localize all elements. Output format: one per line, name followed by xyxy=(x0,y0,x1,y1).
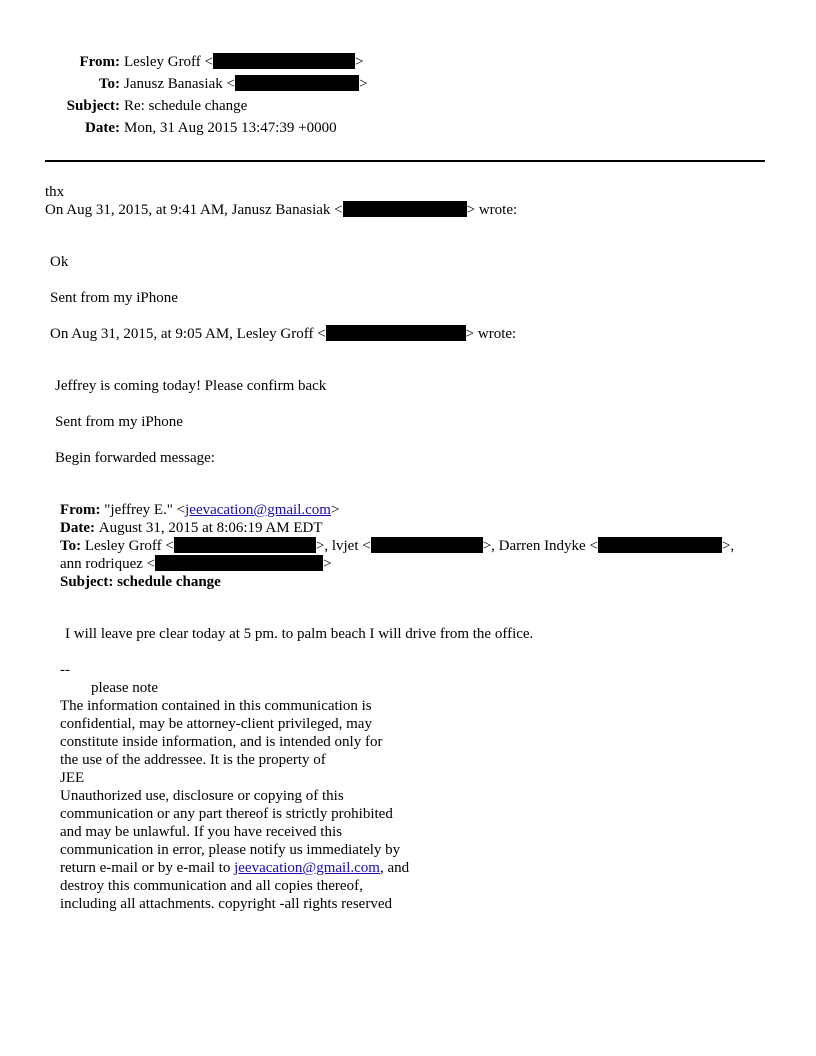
forwarded-subject-value: schedule change xyxy=(117,574,221,590)
header-date-label: Date: xyxy=(85,120,120,136)
header-to-name: Janusz Banasiak xyxy=(124,76,223,92)
quote-intro-suffix: > wrote: xyxy=(465,326,517,342)
forwarded-to-recipient: >, lvjet < xyxy=(315,538,371,554)
disclaimer-line: Unauthorized use, disclosure or copying of this xyxy=(60,788,344,804)
forwarded-to-recipient: ann rodriquez < xyxy=(60,556,156,572)
quote-intro-suffix: > wrote: xyxy=(466,202,518,218)
signature-dashes: -- xyxy=(60,662,70,678)
disclaimer-line: constitute inside information, and is intended only for xyxy=(60,734,383,750)
forwarded-to xyxy=(60,537,734,555)
disclaimer-line: communication in error, please notify us immediately by xyxy=(60,842,401,858)
forwarded-to-separator: >, xyxy=(721,538,735,554)
forwarded-subject-label: Subject: xyxy=(60,574,114,590)
level2-forwarded-label: Begin forwarded message: xyxy=(55,450,215,466)
quote-intro-text: On Aug 31, 2015, at 9:41 AM, Janusz Banasiak < xyxy=(45,202,343,218)
disclaimer-line: confidential, may be attorney-client privileged, may xyxy=(60,716,372,732)
disclaimer-line: and may be unlawful. If you have received this xyxy=(60,824,342,840)
reply-body: thx xyxy=(45,184,65,200)
forwarded-from-label: From: xyxy=(60,502,101,518)
level1-sent-from: Sent from my iPhone xyxy=(50,290,178,306)
disclaimer-line-text: return e-mail or by e-mail to xyxy=(60,860,235,876)
forwarded-to-recipient: Lesley Groff < xyxy=(84,538,174,554)
disclaimer-line: including all attachments. copyright -all rights reserved xyxy=(60,896,392,912)
redaction-block xyxy=(371,537,483,553)
redaction-block xyxy=(213,53,355,69)
forwarded-to-label: To: xyxy=(60,538,82,554)
redaction-block xyxy=(598,537,722,553)
header-date-value: Mon, 31 Aug 2015 13:47:39 +0000 xyxy=(124,120,337,136)
redaction-block xyxy=(343,201,467,217)
disclaimer-line: The information contained in this communication is xyxy=(60,698,372,714)
forwarded-to-continued xyxy=(60,555,332,573)
forwarded-from-email-link[interactable]: jeevacation@gmail.com xyxy=(185,502,331,518)
forwarded-to-recipient: >, Darren Indyke < xyxy=(482,538,598,554)
level1-ok: Ok xyxy=(50,254,69,270)
header-subject-label: Subject: xyxy=(66,98,120,114)
quote-intro-text: On Aug 31, 2015, at 9:05 AM, Lesley Groff < xyxy=(50,326,326,342)
redaction-block xyxy=(326,325,466,341)
disclaimer-email-line xyxy=(60,859,409,877)
forwarded-to-close: > xyxy=(323,556,332,572)
header-subject-value: Re: schedule change xyxy=(124,98,248,114)
redaction-block xyxy=(174,537,316,553)
disclaimer-email-link[interactable]: jeevacation@gmail.com xyxy=(234,860,380,876)
reply-quote-intro xyxy=(45,201,517,219)
level2-sent-from: Sent from my iPhone xyxy=(55,414,183,430)
disclaimer-line: communication or any part thereof is strictly prohibited xyxy=(60,806,393,822)
header-to-label: To: xyxy=(98,76,120,92)
forwarded-body: I will leave pre clear today at 5 pm. to palm beach I will drive from the office. xyxy=(65,626,534,642)
forwarded-date-value: August 31, 2015 at 8:06:19 AM EDT xyxy=(98,520,323,536)
header-from-name: Lesley Groff xyxy=(124,54,201,70)
redaction-block xyxy=(155,555,323,571)
level2-message: Jeffrey is coming today! Please confirm back xyxy=(55,378,327,394)
header-to-value: Janusz Banasiak < > xyxy=(124,76,368,92)
forwarded-from xyxy=(60,501,339,519)
level1-quote-intro xyxy=(50,325,516,343)
header-divider xyxy=(45,160,765,162)
forwarded-from-name: "jeffrey E." < xyxy=(104,502,186,518)
forwarded-date xyxy=(60,519,322,537)
disclaimer-line: JEE xyxy=(60,770,85,786)
redaction-block xyxy=(235,75,359,91)
forwarded-from-close: > xyxy=(330,502,340,518)
disclaimer-line-text: , and xyxy=(379,860,410,876)
forwarded-subject xyxy=(60,573,221,591)
disclaimer-line: the use of the addressee. It is the property of xyxy=(60,752,326,768)
header-from-value: Lesley Groff < > xyxy=(124,54,364,70)
header-from-label: From: xyxy=(79,54,120,70)
signature-please-note: please note xyxy=(91,680,159,696)
forwarded-date-label: Date: xyxy=(60,520,95,536)
disclaimer-line: destroy this communication and all copies thereof, xyxy=(60,878,363,894)
